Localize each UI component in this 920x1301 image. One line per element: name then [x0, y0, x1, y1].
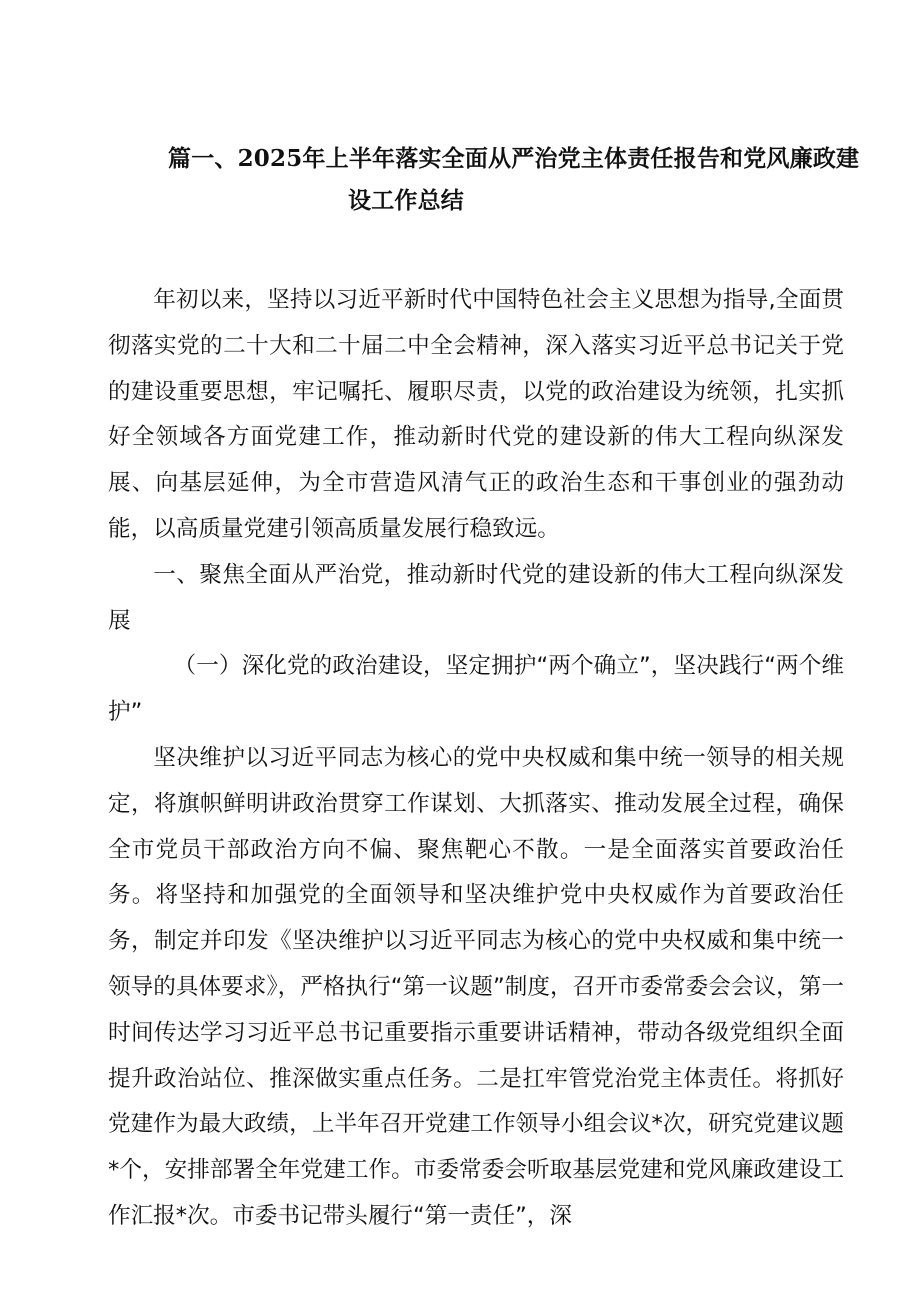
- document-title: [108, 138, 860, 222]
- intro-paragraph: 年初以来，坚持以习近平新时代中国特色社会主义思想为指导,全面贯彻落实党的二十大和二十届二中全会精神，深入落实习近平总书记关于党的建设重要思想，牢记嘱托、履职尽责，以党的政治建设为统领，扎实抓好全领域各方面党建工作，推动新时代党的建设新的伟大工程向纵深发展、向基层延伸，为全市营造风清气正的政治生态和干事创业的强劲动能，以高质量党建引领高质量发展行稳致远。: [108, 287, 844, 542]
- title-line-2: 设工作总结: [348, 187, 464, 214]
- subsection-heading-1: （一）深化党的政治建设，坚定拥护“两个确立”，坚决践行“两个维护”: [108, 653, 844, 726]
- title-line-1: 篇一、2025年上半年落实全面从严治党主体责任报告和党风廉政建: [168, 145, 860, 172]
- section-heading-1: 一、聚焦全面从严治党，推动新时代党的建设新的伟大工程向纵深发展: [108, 561, 844, 634]
- document-body: [108, 278, 844, 1240]
- body-paragraph: 坚决维护以习近平同志为核心的党中央权威和集中统一领导的相关规定，将旗帜鲜明讲政治贯穿工作谋划、大抓落实、推动发展全过程，确保全市党员干部政治方向不偏、聚焦靶心不散。一是全面落实首要政治任务。将坚持和加强党的全面领导和坚决维护党中央权威作为首要政治任务，制定并印发《坚决维护以习近平同志为核心的党中央权威和集中统一领导的具体要求》，严格执行“第一议题”制度，召开市委常委会会议，第一时间传达学习习近平总书记重要指示重要讲话精神，带动各级党组织全面提升政治站位、推深做实重点任务。二是扛牢管党治党主体责任。将抓好党建作为最大政绩，上半年召开党建工作领导小组会议*次，研究党建议题*个，安排部署全年党建工作。市委常委会听取基层党建和党风廉政建设工作汇报*次。市委书记带头履行“第一责任”，深: [108, 744, 844, 1229]
